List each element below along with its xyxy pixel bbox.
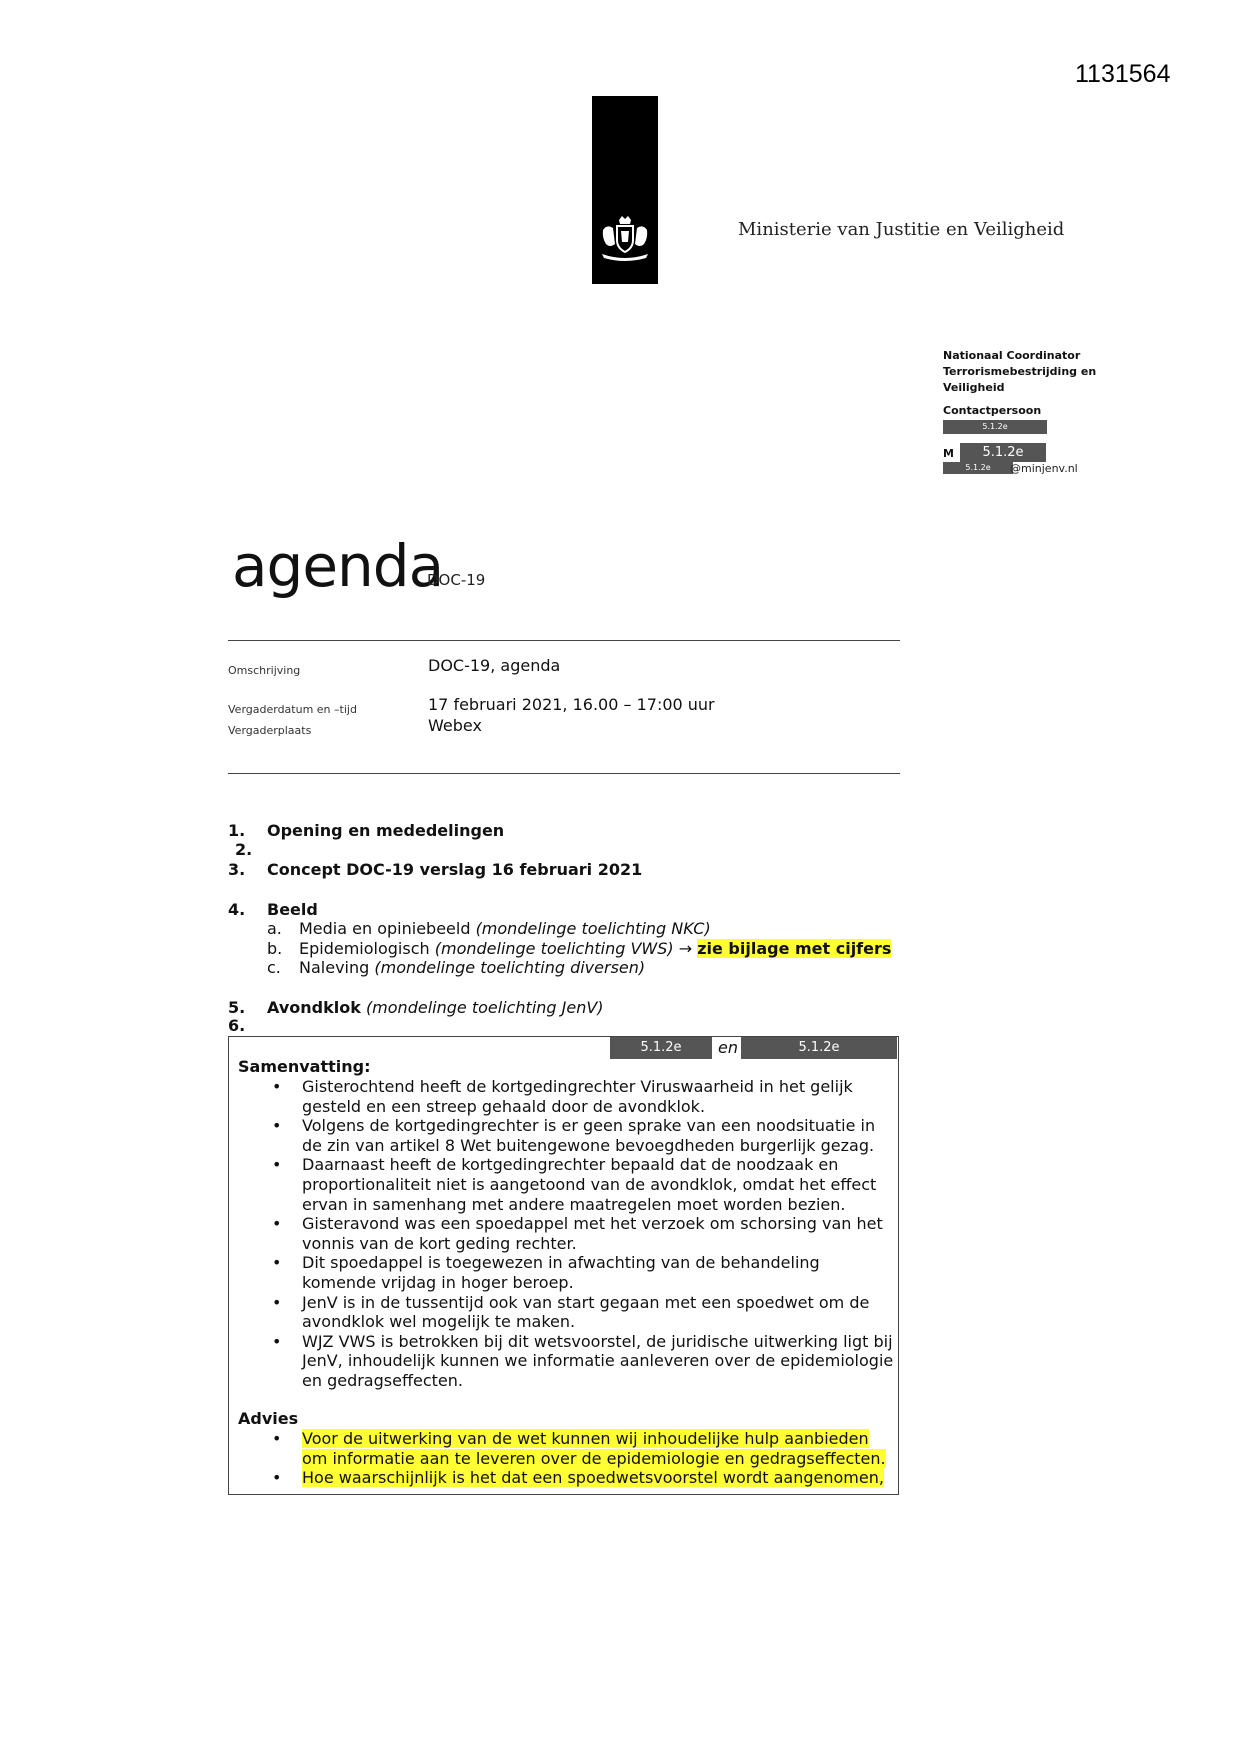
org-line: Nationaal Coordinator xyxy=(943,349,1081,362)
item-number: 5. xyxy=(228,998,246,1017)
summary-heading: Samenvatting: xyxy=(238,1057,371,1076)
coat-of-arms-icon xyxy=(598,214,652,264)
box-en: en xyxy=(718,1038,738,1057)
redaction-contact-name: 5.1.2e xyxy=(943,420,1047,434)
item-beeld: Beeld xyxy=(267,900,318,919)
subitem-epidemiologisch: Epidemiologisch (mondelinge toelichting VWS) → zie bijlage met cijfers xyxy=(299,939,892,958)
item-opening: Opening en mededelingen xyxy=(267,821,505,840)
agenda-subtitle: DOC-19 xyxy=(427,571,486,589)
highlight-bijlage: zie bijlage met cijfers xyxy=(697,939,892,958)
email-suffix: @minjenv.nl xyxy=(1010,462,1078,475)
redaction-box-right: 5.1.2e xyxy=(741,1037,897,1059)
omschrijving-value: DOC-19, agenda xyxy=(428,656,561,675)
list-item: • Voor de uitwerking van de wet kunnen wij inhoudelijke hulp aanbieden om informatie aan te leveren over de epidemiologie en gedragseffecten. xyxy=(238,1429,898,1468)
list-item: • Gisteravond was een spoedappel met het verzoek om schorsing van het vonnis van de kort geding rechter. xyxy=(238,1214,898,1253)
item-number: 2. xyxy=(235,840,253,859)
agenda-title: agenda xyxy=(232,532,444,600)
item-number: 4. xyxy=(228,900,246,919)
redaction-email: 5.1.2e xyxy=(943,462,1013,474)
item-number: 6. xyxy=(228,1016,246,1035)
advies-list xyxy=(238,1429,898,1488)
list-item: • Gisterochtend heeft de kortgedingrechter Viruswaarheid in het gelijk gesteld en een streep gehaald door de avondklok. xyxy=(238,1077,898,1116)
subitem-letter: a. xyxy=(267,919,282,938)
org-line: Terrorismebestrijding en xyxy=(943,365,1097,378)
vergaderplaats-label: Vergaderplaats xyxy=(228,724,312,737)
list-item: • Dit spoedappel is toegewezen in afwachting van de behandeling komende vrijdag in hoger beroep. xyxy=(238,1253,898,1292)
list-item: • Daarnaast heeft de kortgedingrechter bepaald dat de noodzaak en proportionaliteit niet is aangetoond van de avondklok, omdat het effect ervan in samenhang met andere maatregelen moet worden bezien. xyxy=(238,1155,898,1214)
list-item: • JenV is in de tussentijd ook van start gegaan met een spoedwet om de avondklok wel mogelijk te maken. xyxy=(238,1293,898,1332)
vergaderdatum-value: 17 februari 2021, 16.00 – 17:00 uur xyxy=(428,695,715,714)
vergaderplaats-value: Webex xyxy=(428,716,482,735)
org-line: Veiligheid xyxy=(943,381,1005,394)
document-id: 1131564 xyxy=(1075,60,1171,88)
omschrijving-label: Omschrijving xyxy=(228,664,301,677)
sidebar-organisation xyxy=(943,348,1123,419)
list-item: • Hoe waarschijnlijk is het dat een spoedwetsvoorstel wordt aangenomen, xyxy=(238,1468,898,1488)
divider-bottom xyxy=(228,773,900,774)
item-concept-verslag: Concept DOC-19 verslag 16 februari 2021 xyxy=(267,860,643,879)
redaction-mobile: 5.1.2e xyxy=(960,443,1046,462)
item-number: 3. xyxy=(228,860,246,879)
item-number: 1. xyxy=(228,821,246,840)
ministry-logo xyxy=(592,96,658,284)
item-avondklok: Avondklok (mondelinge toelichting JenV) xyxy=(267,998,604,1017)
list-item: • Volgens de kortgedingrechter is er geen sprake van een noodsituatie in de zin van artikel 8 Wet buitengewone bevoegdheden burgerlijk gezag. xyxy=(238,1116,898,1155)
mobile-label: M xyxy=(943,447,954,460)
list-item: • WJZ VWS is betrokken bij dit wetsvoorstel, de juridische uitwerking ligt bij JenV, inhoudelijk kunnen we informatie aanleveren over de epidemiologie en gedragseffecten. xyxy=(238,1332,898,1391)
summary-list xyxy=(238,1077,898,1391)
subitem-media: Media en opiniebeeld (mondelinge toelichting NKC) xyxy=(299,919,711,938)
subitem-letter: c. xyxy=(267,958,281,977)
redaction-box-left: 5.1.2e xyxy=(610,1037,712,1059)
contact-label: Contactpersoon xyxy=(943,404,1042,417)
divider-top xyxy=(228,640,900,641)
subitem-letter: b. xyxy=(267,939,283,958)
advies-heading: Advies xyxy=(238,1409,299,1428)
vergaderdatum-label: Vergaderdatum en –tijd xyxy=(228,703,357,716)
subitem-naleving: Naleving (mondelinge toelichting diversen) xyxy=(299,958,646,977)
ministry-name: Ministerie van Justitie en Veiligheid xyxy=(738,219,1065,240)
